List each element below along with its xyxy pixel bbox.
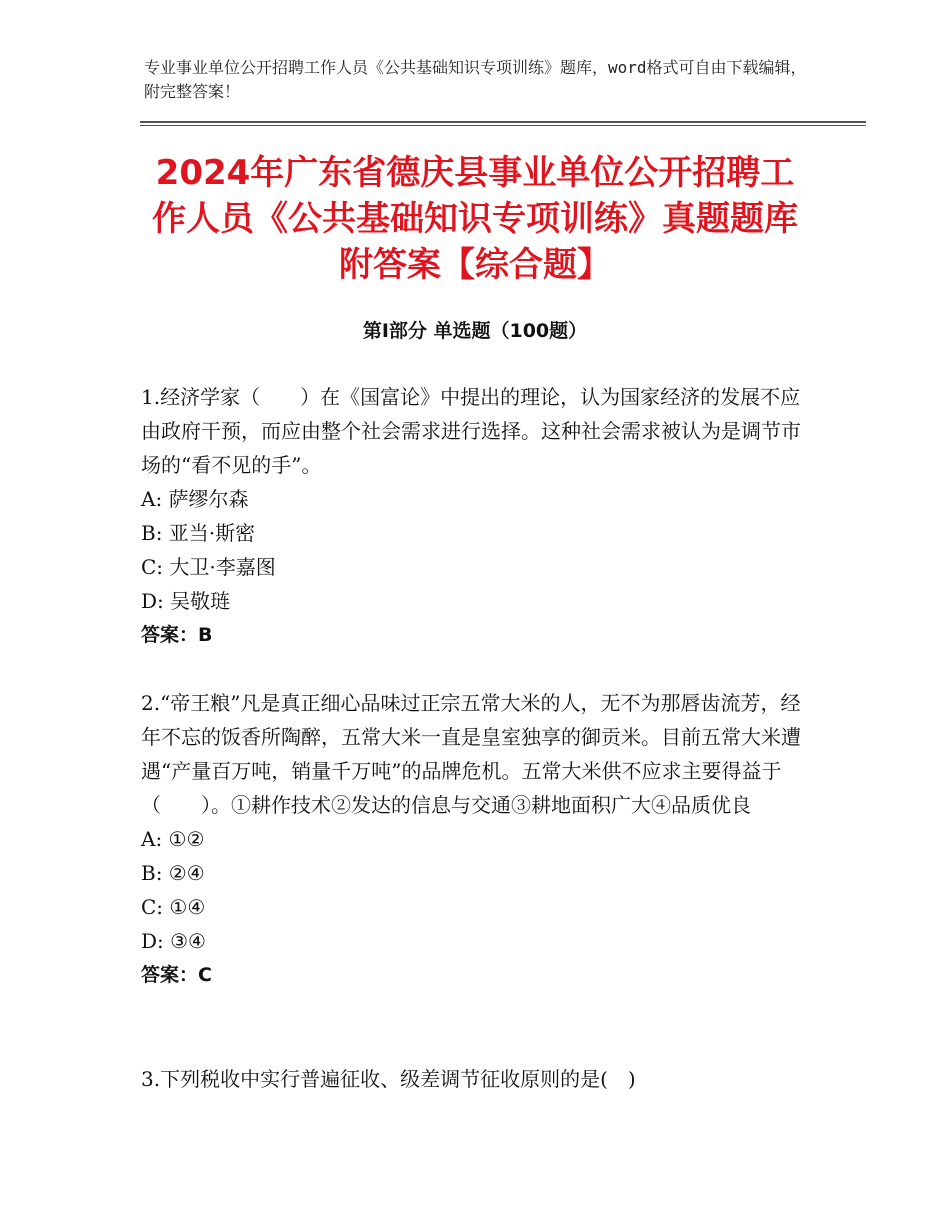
question-3 [141,1062,811,1096]
question-stem: 2.“帝王粮”凡是真正细心品味过正宗五常大米的人，无不为那唇齿流芳，经年不忘的饭香所陶醉，五常大米一直是皇室独享的御贡米。目前五常大米遭遇“产量百万吨，销量千万吨”的品牌危机。五常大米供不应求主要得益于（ ）。①耕作技术②发达的信息与交通③耕地面积广大④品质优良 [141,691,801,817]
answer: 答案：C [141,964,212,986]
option-b: B: 亚当·斯密 [141,521,256,545]
header-rule-thick [140,121,866,123]
section-heading: 第I部分 单选题（100题） [362,320,588,342]
question-stem: 1.经济学家（ ）在《国富论》中提出的理论，认为国家经济的发展不应由政府干预，而应由整个社会需求进行选择。这种社会需求被认为是调节市场的“看不见的手”。 [141,385,801,477]
question-2 [141,686,811,992]
question-1 [141,380,811,652]
option-a: A: 萨缪尔森 [141,487,249,511]
option-c: C: 大卫·李嘉图 [141,555,276,579]
header-note: 专业事业单位公开招聘工作人员《公共基础知识专项训练》题库，word格式可自由下载编辑，附完整答案！ [144,58,807,101]
option-a: A: ①② [141,827,205,851]
option-b: B: ②④ [141,861,205,885]
document-title: 2024年广东省德庆县事业单位公开招聘工作人员《公共基础知识专项训练》真题题库附答案【综合题】 [152,153,798,285]
header-rule-thin [140,125,866,126]
option-c: C: ①④ [141,895,206,919]
answer: 答案：B [141,624,213,646]
question-stem: 3.下列税收中实行普遍征收、级差调节征收原则的是( ) [141,1067,636,1091]
option-d: D: 吴敬琏 [141,589,231,613]
option-d: D: ③④ [141,929,206,953]
